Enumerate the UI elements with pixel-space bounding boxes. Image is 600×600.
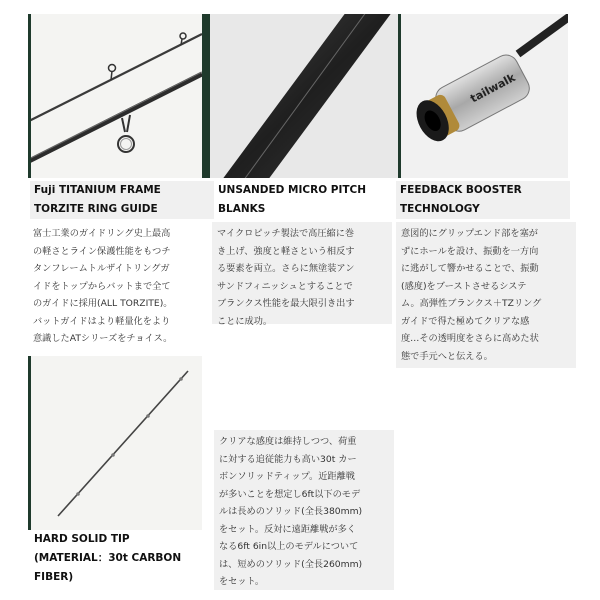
blank-closeup-image [202, 14, 398, 178]
feature-body-blanks: マイクロピッチ製法で高圧縮に巻 き上げ、強度と軽さという相反す る要素を両立。さらに無塗装アン サンドフィニッシュとすることで ブランクス性能を最大限引き出す ことに成功。 [212, 222, 392, 324]
feature-heading-guide: Fuji TITANIUM FRAME TORZITE RING GUIDE [30, 181, 214, 219]
solid-tip-image [28, 356, 202, 530]
feature-heading-blanks: UNSANDED MICRO PITCH BLANKS [218, 184, 367, 215]
feature-body-guide: 富士工業のガイドリング史上最高 の軽さとライン保護性能をもつチ タンフレームトルザイトリングガ イドをトップからバットまで全て のガイドに採用(ALL TORZITE)。 バットガイドはより軽量化をより 意識したATシリーズをチョイス。 [33, 228, 173, 344]
guide-rod-image [28, 14, 202, 178]
grip-end-image [398, 14, 568, 178]
logo-text: tailwalk [468, 70, 518, 106]
feature-heading-solid-tip: HARD SOLID TIP (MATERIAL：30t CARBON FIBER) [34, 533, 182, 583]
feature-body-feedback: 意図的にグリップエンド部を塞が ずにホールを設け、振動を一方向 に逃がして響かせることで、振動 (感度)をブーストさせるシステ ム。高弾性ブランクス＋TZリング ガイドで得た極めてクリアな感 度…その透明度をさらに高めた状 態で手元へと伝える。 [396, 222, 576, 368]
feature-body-solid-tip: クリアな感度は維持しつつ、荷重 に対する追従能力も高い30t カー ボンソリッドティップ。近距離戦 が多いことを想定し6ft以下のモデ ルは長めのソリッド(全長380mm) をセット。反対に遠距離戦が多く なる6ft 6in以上のモデルについて は、短めのソリッド(全長260mm) をセット。 [214, 430, 394, 590]
feature-heading-feedback: FEEDBACK BOOSTER TECHNOLOGY [396, 181, 570, 219]
